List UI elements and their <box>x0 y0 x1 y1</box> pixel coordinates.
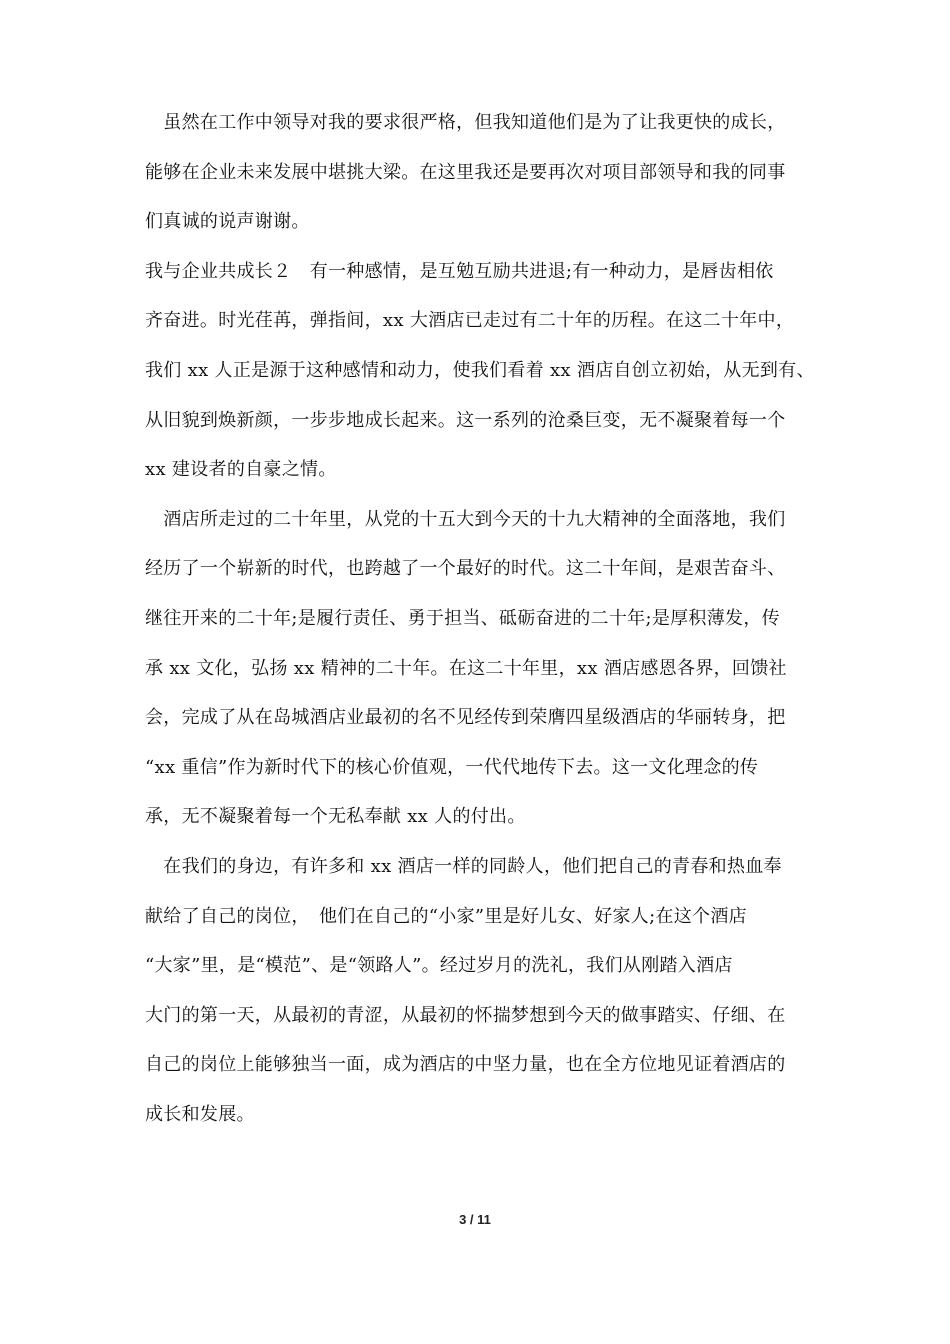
text-line: 献给了自己的岗位， 他们在自己的“小家”里是好儿女、好家人;在这个酒店 <box>145 905 747 927</box>
text-line: 酒店所走过的二十年里，从党的十五大到今天的十九大精神的全面落地，我们 <box>145 508 786 530</box>
text-line: 我们 xx 人正是源于这种感情和动力，使我们看着 xx 酒店自创立初始，从无到有、 <box>145 359 815 381</box>
text-line: “xx 重信”作为新时代下的核心价值观，一代代地传下去。这一文化理念的传 <box>145 756 759 778</box>
text-line: 承 xx 文化，弘扬 xx 精神的二十年。在这二十年里，xx 酒店感恩各界，回馈社 <box>145 657 787 679</box>
text-line: “大家”里，是“模范”、是“领路人”。经过岁月的洗礼，我们从刚踏入酒店 <box>145 955 733 977</box>
page-number: 3 / 11 <box>459 1212 491 1227</box>
text-line: 们真诚的说声谢谢。 <box>145 211 310 233</box>
text-line: 承，无不凝聚着每一个无私奉献 xx 人的付出。 <box>145 806 526 828</box>
text-line: 继往开来的二十年;是履行责任、勇于担当、砥砺奋进的二十年;是厚积薄发，传 <box>145 607 780 629</box>
text-line: 从旧貌到焕新颜，一步步地成长起来。这一系列的沧桑巨变，无不凝聚着每一个 <box>145 409 786 431</box>
text-line: 能够在企业未来发展中堪挑大梁。在这里我还是要再次对项目部领导和我的同事 <box>145 161 786 183</box>
text-line: 在我们的身边，有许多和 xx 酒店一样的同龄人，他们把自己的青春和热血奉 <box>145 855 782 877</box>
text-line: xx 建设者的自豪之情。 <box>145 459 337 481</box>
text-line: 成长和发展。 <box>145 1103 255 1125</box>
text-line: 经历了一个崭新的时代，也跨越了一个最好的时代。这二十年间，是艰苦奋斗、 <box>145 558 786 580</box>
text-line: 齐奋进。时光荏苒，弹指间，xx 大酒店已走过有二十年的历程。在这二十年中， <box>145 310 795 332</box>
document-body <box>145 98 815 1139</box>
section-heading-line: 我与企业共成长２ 有一种感情，是互勉互励共进退;有一种动力，是唇齿相依 <box>145 260 774 282</box>
text-line: 大门的第一天，从最初的青涩，从最初的怀揣梦想到今天的做事踏实、仔细、在 <box>145 1004 786 1026</box>
text-line: 会，完成了从在岛城酒店业最初的名不见经传到荣膺四星级酒店的华丽转身，把 <box>145 707 786 729</box>
text-line: 自己的岗位上能够独当一面，成为酒店的中坚力量，也在全方位地见证着酒店的 <box>145 1054 786 1076</box>
text-line: 虽然在工作中领导对我的要求很严格，但我知道他们是为了让我更快的成长， <box>145 112 786 133</box>
